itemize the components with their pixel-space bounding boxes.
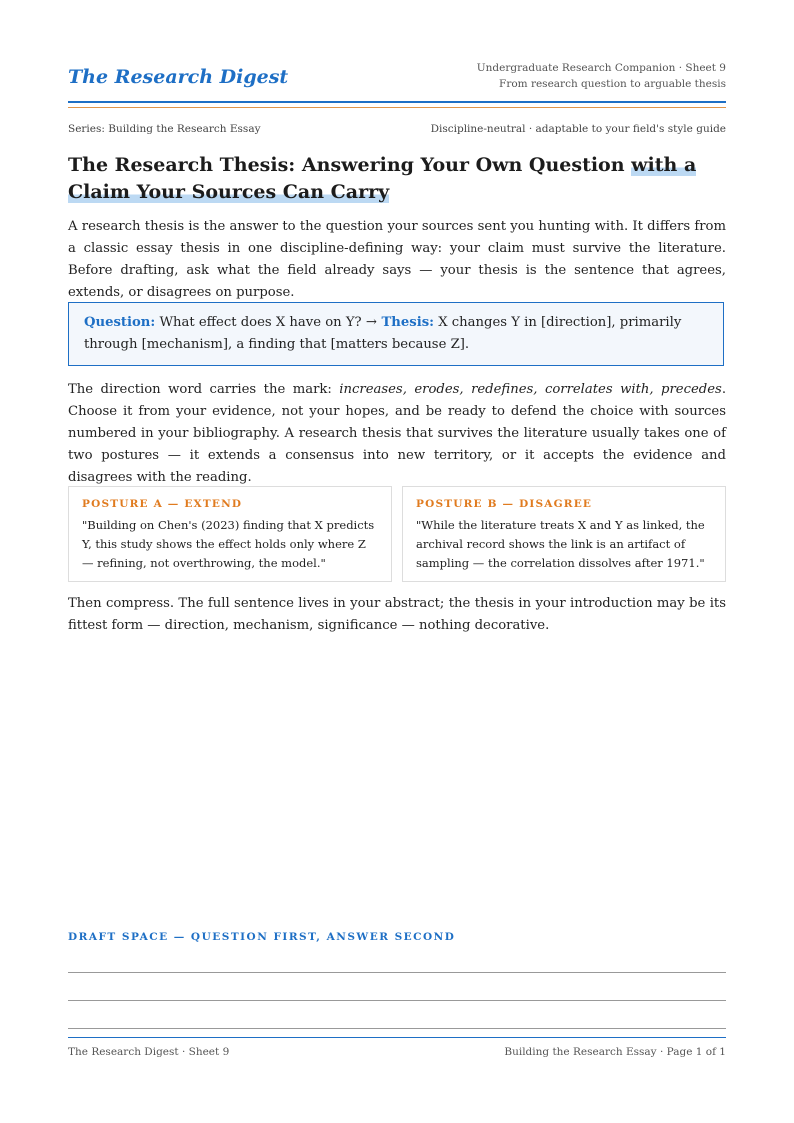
draft-space-label: DRAFT SPACE — QUESTION FIRST, ANSWER SECOND: [68, 931, 456, 943]
posture-quote: "Building on Chen's (2023) finding that X predicts Y, this study shows the effect holds only where Z — refining, not overthrowing, the model.": [82, 518, 375, 570]
direction-rest: . Choose it from your evidence, not your hopes, and be ready to defend the choice with sources numbered in your bibliography. A research thesis that survives the literature usually takes one of two postures — it extends a consensus into new territory, or it accepts the evidence and disagrees with the reading.: [68, 382, 727, 485]
direction-paragraph: [68, 379, 726, 489]
posture-kicker: POSTURE A — EXTEND: [82, 498, 243, 510]
arrow-icon: →: [365, 315, 377, 330]
series-label: Series: Building the Research Essay: [68, 123, 261, 135]
brand-title: The Research Digest: [68, 66, 289, 88]
draft-line[interactable]: [68, 1028, 726, 1029]
header-rule-blue: [68, 101, 726, 103]
question-label: Question:: [84, 315, 156, 330]
page-title: [68, 152, 726, 206]
worksheet-page: [68, 0, 726, 1123]
draft-line[interactable]: [68, 972, 726, 973]
meta-line-topic: From research question to arguable thesis: [499, 78, 726, 90]
formula-callout: [68, 302, 724, 366]
title-highlight: with a Claim Your Sources Can Carry: [68, 154, 697, 203]
question-text: What effect does X have on Y?: [155, 315, 366, 330]
posture-card-extend: [68, 486, 392, 582]
page-footer: [68, 1046, 726, 1062]
draft-line[interactable]: [68, 1000, 726, 1001]
meta-line-series: Undergraduate Research Companion · Sheet 9: [476, 62, 726, 74]
footer-left: The Research Digest · Sheet 9: [68, 1046, 230, 1058]
masthead: [68, 60, 726, 100]
header-rule-orange: [68, 107, 726, 108]
footer-right: Building the Research Essay · Page 1 of 1: [504, 1046, 726, 1058]
posture-quote: "While the literature treats X and Y as linked, the archival record shows the link is an artifact of sampling — the correlation dissolves after 1971.": [416, 518, 705, 570]
thesis-label: Thesis:: [376, 315, 434, 330]
footer-rule: [68, 1037, 726, 1038]
closing-paragraph: Then compress. The full sentence lives in your abstract; the thesis in your introduction may be its fittest form — direction, mechanism, significance — nothing decorative.: [68, 596, 726, 633]
thesis-text: X changes Y in [direction], primarily through [mechanism], a finding that [matters because Z].: [84, 315, 682, 352]
direction-words: increases, erodes, redefines, correlates with, precedes: [339, 382, 722, 397]
sheet-meta: [477, 60, 726, 92]
posture-card-disagree: [402, 486, 726, 582]
posture-kicker: POSTURE B — DISAGREE: [416, 498, 593, 510]
title-main: The Research Thesis: Answering Your Own Question: [68, 154, 632, 176]
direction-lead: The direction word carries the mark:: [68, 382, 340, 397]
intro-paragraph: A research thesis is the answer to the question your sources sent you hunting with. It differs from a classic essay thesis in one discipline-defining way: your claim must survive the literature. Before drafting, ask what the field already says — your thesis is the sentence that agrees, extends, or disagrees on purpose.: [68, 219, 726, 300]
subheader-bar: [68, 123, 726, 139]
discipline-note: Discipline-neutral · adaptable to your field's style guide: [430, 123, 726, 135]
